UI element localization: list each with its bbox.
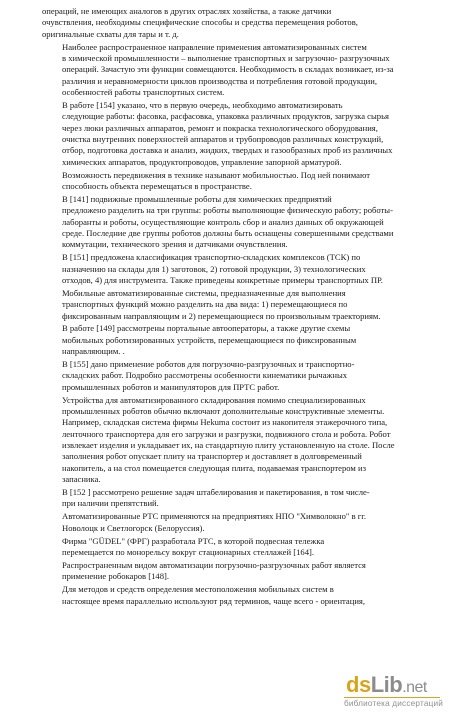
paragraph (42, 170, 428, 193)
text-line: направляющим. . (62, 346, 125, 357)
paragraph (42, 359, 428, 393)
text-line: при наличии препятствий. (62, 498, 159, 509)
text-line: В [141] подвижные промышленные роботы для химических предприятий (62, 193, 332, 204)
text-line: оригинальные схваты для тары и т. д. (42, 28, 179, 39)
paragraph (42, 323, 428, 357)
text-line: особенностей работы транспортных систем. (62, 87, 225, 97)
logo-ds: ds (346, 672, 371, 697)
text-line: Распространенным видом автоматизации погрузочно-разгрузочных работ является (62, 559, 366, 570)
text-line: назначению на склады для 1) заготовок, 2) готовой продукции, 3) технологических (62, 263, 366, 274)
text-line: Устройства для автоматизированного складирования помимо специализированных (62, 394, 366, 405)
text-line: В работе [154] указано, что в первую очередь, необходимо автоматизировать (62, 99, 343, 110)
paragraph (42, 42, 428, 99)
text-line: различия и неравномерности циклов производства и потребления готовой продукции, (62, 75, 377, 86)
text-line: предложено разделить на три группы: роботы выполняющие физическую работу; роботы- (62, 205, 393, 216)
text-line: среде. Последние две группы роботов должны быть оснащены совершенными средствами (62, 227, 394, 238)
watermark-subtitle: библиотека диссертаций (344, 699, 444, 708)
text-line: применение робокаров [148]. (62, 571, 170, 582)
text-line: Автоматизированные РТС применяются на предприятиях НПО "Химволокно" в гг. (62, 511, 367, 522)
text-line: лаборанты и роботы, осуществляющие контроль сбор и анализ данных об окружающей (62, 216, 384, 227)
paragraph (42, 560, 428, 583)
text-line: следующие работы: фасовка, расфасовка, упаковка различных продуктов, загрузка сырья (62, 111, 389, 122)
text-line: В работе [149] рассмотрены портальные автооператоры, а также другие схемы (62, 323, 351, 334)
text-line: операций, не имеющих аналогов в других отраслях хозяйства, а также датчики (42, 6, 332, 16)
text-line: Например, складская система фирмы Hekuma состоит из накопителя этажерочного типа, (62, 417, 388, 428)
text-line: Мобильные автоматизированные системы, предназначенные для выполнения (62, 287, 346, 298)
text-line: промышленных роботов обычно включают дополнительные конструктивные элементы. (62, 406, 385, 417)
paragraph (42, 252, 428, 286)
text-line: Новолоцк и Светлогорск (Белоруссия). (62, 522, 205, 533)
text-line: операций. Зачастую эти функции совмещаются. Необходимость в складах возникает, из-за (62, 64, 394, 75)
watermark-rule (344, 697, 440, 698)
text-line: очистка внутренних поверхностей аппаратов и трубопроводов различных конструкций, (62, 133, 384, 144)
text-line: Фирма "GÜDEL" (ФРГ) разработала РТС, в которой подвесная тележка (62, 535, 325, 546)
text-line: отходов, 4) для инструмента. Также приведены конкретные примеры транспортных ПР. (62, 274, 383, 285)
paragraph (42, 194, 428, 251)
text-line: очувствления, необходимы специфические способы и средства перемещения роботов, (42, 17, 358, 28)
text-line: В [152 ] рассмотрено решение задач штабелирования и пакетирования, в том числе- (62, 487, 370, 498)
paragraph (42, 511, 428, 534)
text-line: запасника. (62, 474, 101, 485)
text-line: через люки различных аппаратов, ремонт и покраска технологического оборудования, (62, 122, 378, 133)
text-line: Возможность передвижения в технике называют мобильностью. Под ней понимают (62, 169, 371, 180)
text-line: В [151] предложена классификация транспортно-складских комплексов (ТСК) по (62, 252, 361, 263)
text-line: химических аппаратов, продуктопроводов, управление запорной арматурой. (62, 156, 342, 167)
logo-lib: Lib (370, 672, 403, 697)
dslib-logo (346, 672, 427, 698)
paragraph (42, 395, 428, 486)
paragraph (42, 536, 428, 559)
text-line: перемещается по монорельсу вокруг стационарных стеллажей [164]. (62, 546, 315, 557)
text-line: транспортных функций можно разделить на два вида: 1) перемещающиеся по (62, 299, 348, 310)
text-line: заполнения робот опускает плиту на транспортер и доставляет в долговременный (62, 451, 362, 462)
text-line: промышленных роботов и манипуляторов для ПРТС работ. (62, 381, 280, 392)
text-line: Наиболее распространенное направление применения автоматизированных систем (62, 41, 367, 52)
text-line: накопитель, а на стол помещается следующая плита, подаваемая транспортером из (62, 462, 366, 473)
paragraph (42, 288, 428, 322)
dslib-watermark (344, 672, 444, 712)
paragraph (42, 584, 428, 607)
text-line: коммутации, технического зрения и датчиками очувствления. (62, 239, 288, 250)
text-line: в химической промышленности – выполнение транспортных и загрузочно- разгрузочных (62, 52, 390, 63)
logo-net: .net (402, 679, 427, 696)
document-body (42, 6, 428, 608)
paragraph (42, 100, 428, 168)
paragraph (42, 487, 428, 510)
text-line: извлекает изделия и укладывает их, на стандартную плиту установленную на столе. После (62, 440, 395, 451)
text-line: настоящее время параллельно используют ряд терминов, чаще всего - ориентация, (62, 595, 366, 606)
text-line: мобильных роботизированных устройств, перемещающиеся по фиксированным (62, 334, 357, 345)
text-line: складских работ. Подробно рассмотрены особенности кинематики рычажных (62, 370, 348, 381)
paragraph (42, 6, 428, 40)
text-line: В [155] дано применение роботов для погрузочно-разгрузочных и транспортно- (62, 359, 355, 370)
text-line: отбор, подготовка доставка и анализ, жидких, твердых и газообразных проб из различных (62, 145, 393, 156)
text-line: ленточного транспортера для его загрузки и разгрузки, подвижного стола и робота. Робот (62, 428, 391, 439)
text-line: способность объекта перемещаться в пространстве. (62, 180, 252, 191)
text-line: Для методов и средств определения местоположения мобильных систем в (62, 584, 334, 595)
text-line: фиксированным направляющим и 2) перемещающиеся по произвольным траекториям. (62, 310, 381, 321)
